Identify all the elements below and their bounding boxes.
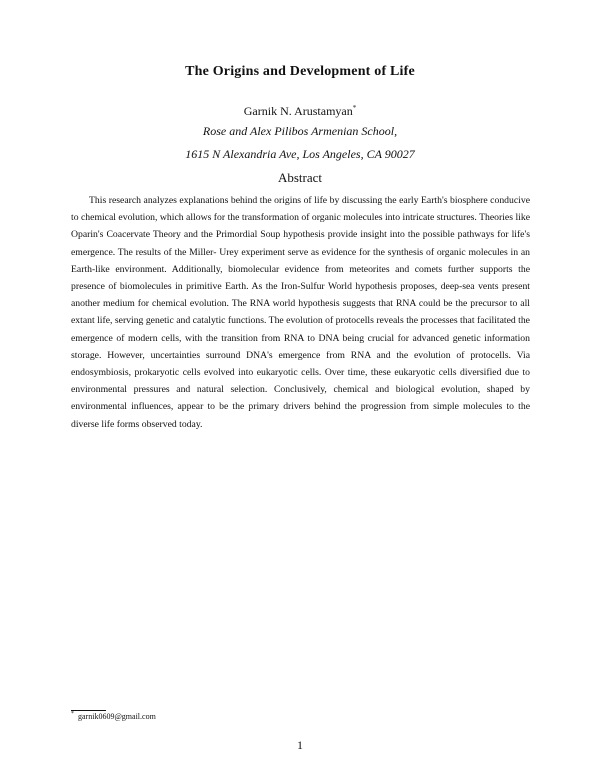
author-name: Garnik N. Arustamyan: [243, 104, 353, 118]
abstract-text: This research analyzes explanations behind the origins of life by discussing the early Earth's biosphere conducive to chemical evolution, which allows for the transformation of organic molecules into intricate structures. Theories like Oparin's Coacervate Theory and the Primordial Soup hypothesis provide insight into the possible pathways for life's emergence. The results of the Miller- Urey experiment serve as evidence for the synthesis of organic molecules in an Earth-like environment. Additionally, biomolecular evidence from meteorites and comets further supports the presence of biomolecules in primitive Earth. As the Iron-Sulfur World hypothesis proposes, deep-sea vents present another medium for chemical evolution. The RNA world hypothesis suggests that RNA could be the precursor to all extant life, serving genetic and catalytic functions. The evolution of protocells reveals the processes that facilitated the emergence of modern cells, with the transition from RNA to DNA being crucial for advanced genetic information storage. However, uncertainties surround DNA's emergence from RNA and the evolution of protocells. Via endosymbiosis, prokaryotic cells evolved into eukaryotic cells. Over time, these eukaryotic cells diversified due to environmental pressures and natural selection. Conclusively, chemical and biological evolution, shaped by environmental influences, appear to be the primary drivers behind the progression from simple molecules to the diverse life forms observed today.: [71, 195, 530, 430]
abstract-heading: Abstract: [277, 170, 323, 185]
paper-title: The Origins and Development of Life: [185, 64, 415, 79]
author-line: [0, 104, 600, 119]
footnote-divider: [71, 710, 106, 711]
footnote: [71, 712, 156, 721]
page-number: 1: [297, 738, 303, 752]
footnote-marker: *: [71, 711, 74, 718]
affiliation-address: 1615 N Alexandria Ave, Los Angeles, CA 90027: [185, 147, 415, 161]
affiliation-school: Rose and Alex Pilibos Armenian School,: [202, 124, 398, 138]
author-footnote-marker[interactable]: *: [352, 104, 357, 112]
footnote-email[interactable]: garnik0609@gmail.com: [78, 712, 156, 721]
